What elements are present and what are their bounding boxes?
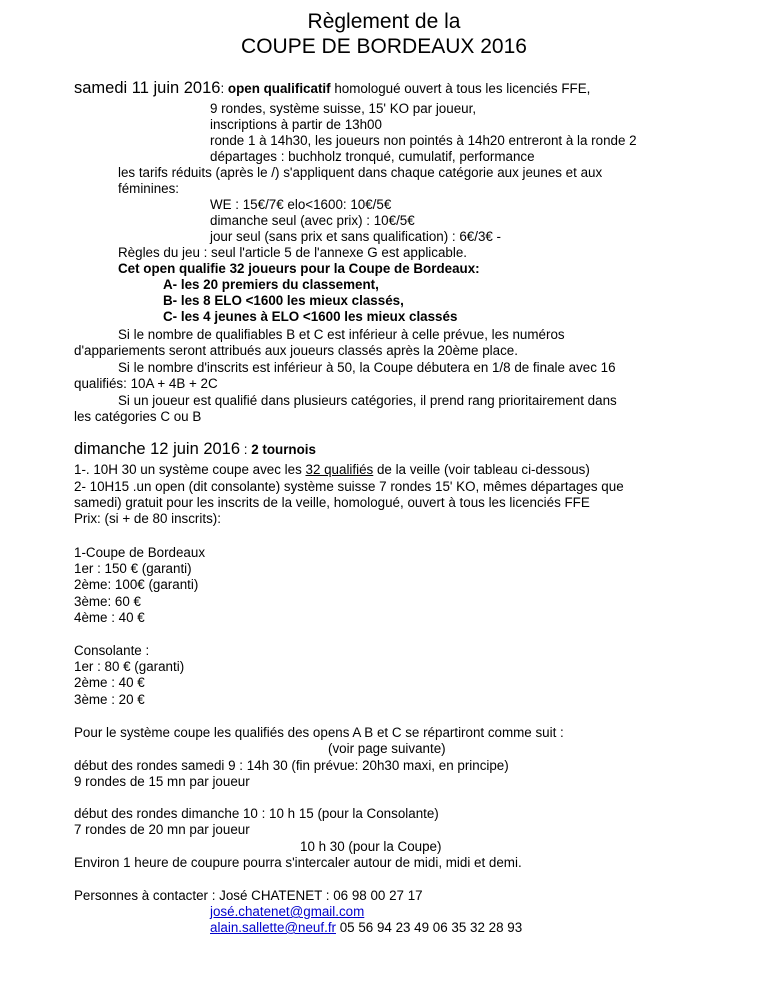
para3-line-2: les catégories C ou B [74,409,202,424]
consolante-prize-1: 1er : 80 € (garanti) [74,659,185,674]
coupe-prizes-title: 1-Coupe de Bordeaux [74,545,206,560]
saturday-line-round1: ronde 1 à 14h30, les joueurs non pointés à 14h20 entreront à la ronde 2 [210,133,637,148]
saturday-line-rounds: 9 rondes, système suisse, 15' KO par joueur, [210,101,477,116]
contact-email-1 [210,904,364,920]
para1-line-1: Si le nombre de qualifiables B et C est inférieur à celle prévue, les numéros [118,327,565,342]
email-link-chatenet[interactable]: josé.chatenet@gmail.com [210,904,365,919]
para3-line-1: Si un joueur est qualifié dans plusieurs catégories, il prend rang prioritairement dans [118,393,617,408]
coupe-prize-4: 4ème : 40 € [74,610,145,625]
sunday-line-1 [74,462,590,478]
para2-line-1: Si le nombre d'inscrits est inférieur à 50, la Coupe débutera en 1/8 de finale avec 16 [118,360,616,375]
saturday-date: samedi 11 juin 2016 [74,79,221,97]
schedule-line-1: Pour le système coupe les qualifiés des opens A B et C se répartiront comme suit : [74,725,564,740]
coupe-prize-1: 1er : 150 € (garanti) [74,561,192,576]
tarifs-line-2: féminines: [118,181,180,196]
price-sunday: dimanche seul (avec prix) : 10€/5€ [210,213,415,228]
open-rest: homologué ouvert à tous les licenciés FFE, [330,81,591,96]
rules-line: Règles du jeu : seul l'article 5 de l'annexe G est applicable. [118,245,468,260]
contact-phones: 05 56 94 23 49 06 35 32 28 93 [336,920,523,935]
coupe-prize-2: 2ème: 100€ (garanti) [74,577,199,592]
para2-line-2: qualifiés: 10A + 4B + 2C [74,376,218,391]
schedule-line-2: (voir page suivante) [328,741,446,756]
sunday-sep: : [240,442,252,457]
sunday-line-1-start: 1-. 10H 30 un système coupe avec les [74,462,306,477]
sunday-line-2: 2- 10H15 .un open (dit consolante) système suisse 7 rondes 15' KO, mêmes départages que [74,479,624,494]
qualify-title: Cet open qualifie 32 joueurs pour la Coupe de Bordeaux: [118,261,480,276]
contact-line: Personnes à contacter : José CHATENET : 06 98 00 27 17 [74,888,423,903]
tarifs-line-1: les tarifs réduits (après le /) s'appliquent dans chaque catégorie aux jeunes et aux [118,165,603,180]
schedule-line-5: début des rondes dimanche 10 : 10 h 15 (pour la Consolante) [74,806,439,821]
coupe-prize-3: 3ème: 60 € [74,594,141,609]
qualify-item-a: A- les 20 premiers du classement, [163,277,379,292]
schedule-line-4: 9 rondes de 15 mn par joueur [74,774,250,789]
consolante-prize-3: 3ème : 20 € [74,692,145,707]
sunday-line-1-end: de la veille (voir tableau ci-dessous) [373,462,590,477]
saturday-line-registration: inscriptions à partir de 13h00 [210,117,382,132]
sunday-date: dimanche 12 juin 2016 [74,440,241,458]
sunday-line-3: samedi) gratuit pour les inscrits de la veille, homologué, ouvert à tous les licenciés FFE [74,495,590,510]
contact-email-2 [210,920,522,936]
qualify-item-c: C- les 4 jeunes à ELO <1600 les mieux classés [163,309,458,324]
consolante-prize-2: 2ème : 40 € [74,675,145,690]
saturday-heading [74,80,590,97]
consolante-prizes-title: Consolante : [74,643,150,658]
schedule-line-6: 7 rondes de 20 mn par joueur [74,822,250,837]
price-day: jour seul (sans prix et sans qualification) : 6€/3€ - [210,229,502,244]
saturday-sep: : [220,81,228,96]
schedule-line-8: Environ 1 heure de coupure pourra s'intercaler autour de midi, midi et demi. [74,855,522,870]
qualify-item-b: B- les 8 ELO <1600 les mieux classés, [163,293,404,308]
sunday-line-4: Prix: (si + de 80 inscrits): [74,511,221,526]
title-line-1: Règlement de la [307,10,461,33]
price-we: WE : 15€/7€ elo<1600: 10€/5€ [210,197,392,212]
saturday-line-tiebreaks: départages : buchholz tronqué, cumulatif, performance [210,149,535,164]
title-line-2: COUPE DE BORDEAUX 2016 [241,35,527,58]
schedule-line-3: début des rondes samedi 9 : 14h 30 (fin prévue: 20h30 maxi, en principe) [74,758,509,773]
sunday-heading [74,441,316,458]
schedule-line-7: 10 h 30 (pour la Coupe) [300,839,442,854]
qualifies-link[interactable]: 32 qualifiés [305,462,374,477]
open-label: open qualificatif [227,81,331,96]
sunday-tournois: 2 tournois [251,442,316,457]
email-link-sallette[interactable]: alain.sallette@neuf.fr [210,920,336,935]
para1-line-2: d'appariements seront attribués aux joueurs classés après la 20ème place. [74,343,518,358]
